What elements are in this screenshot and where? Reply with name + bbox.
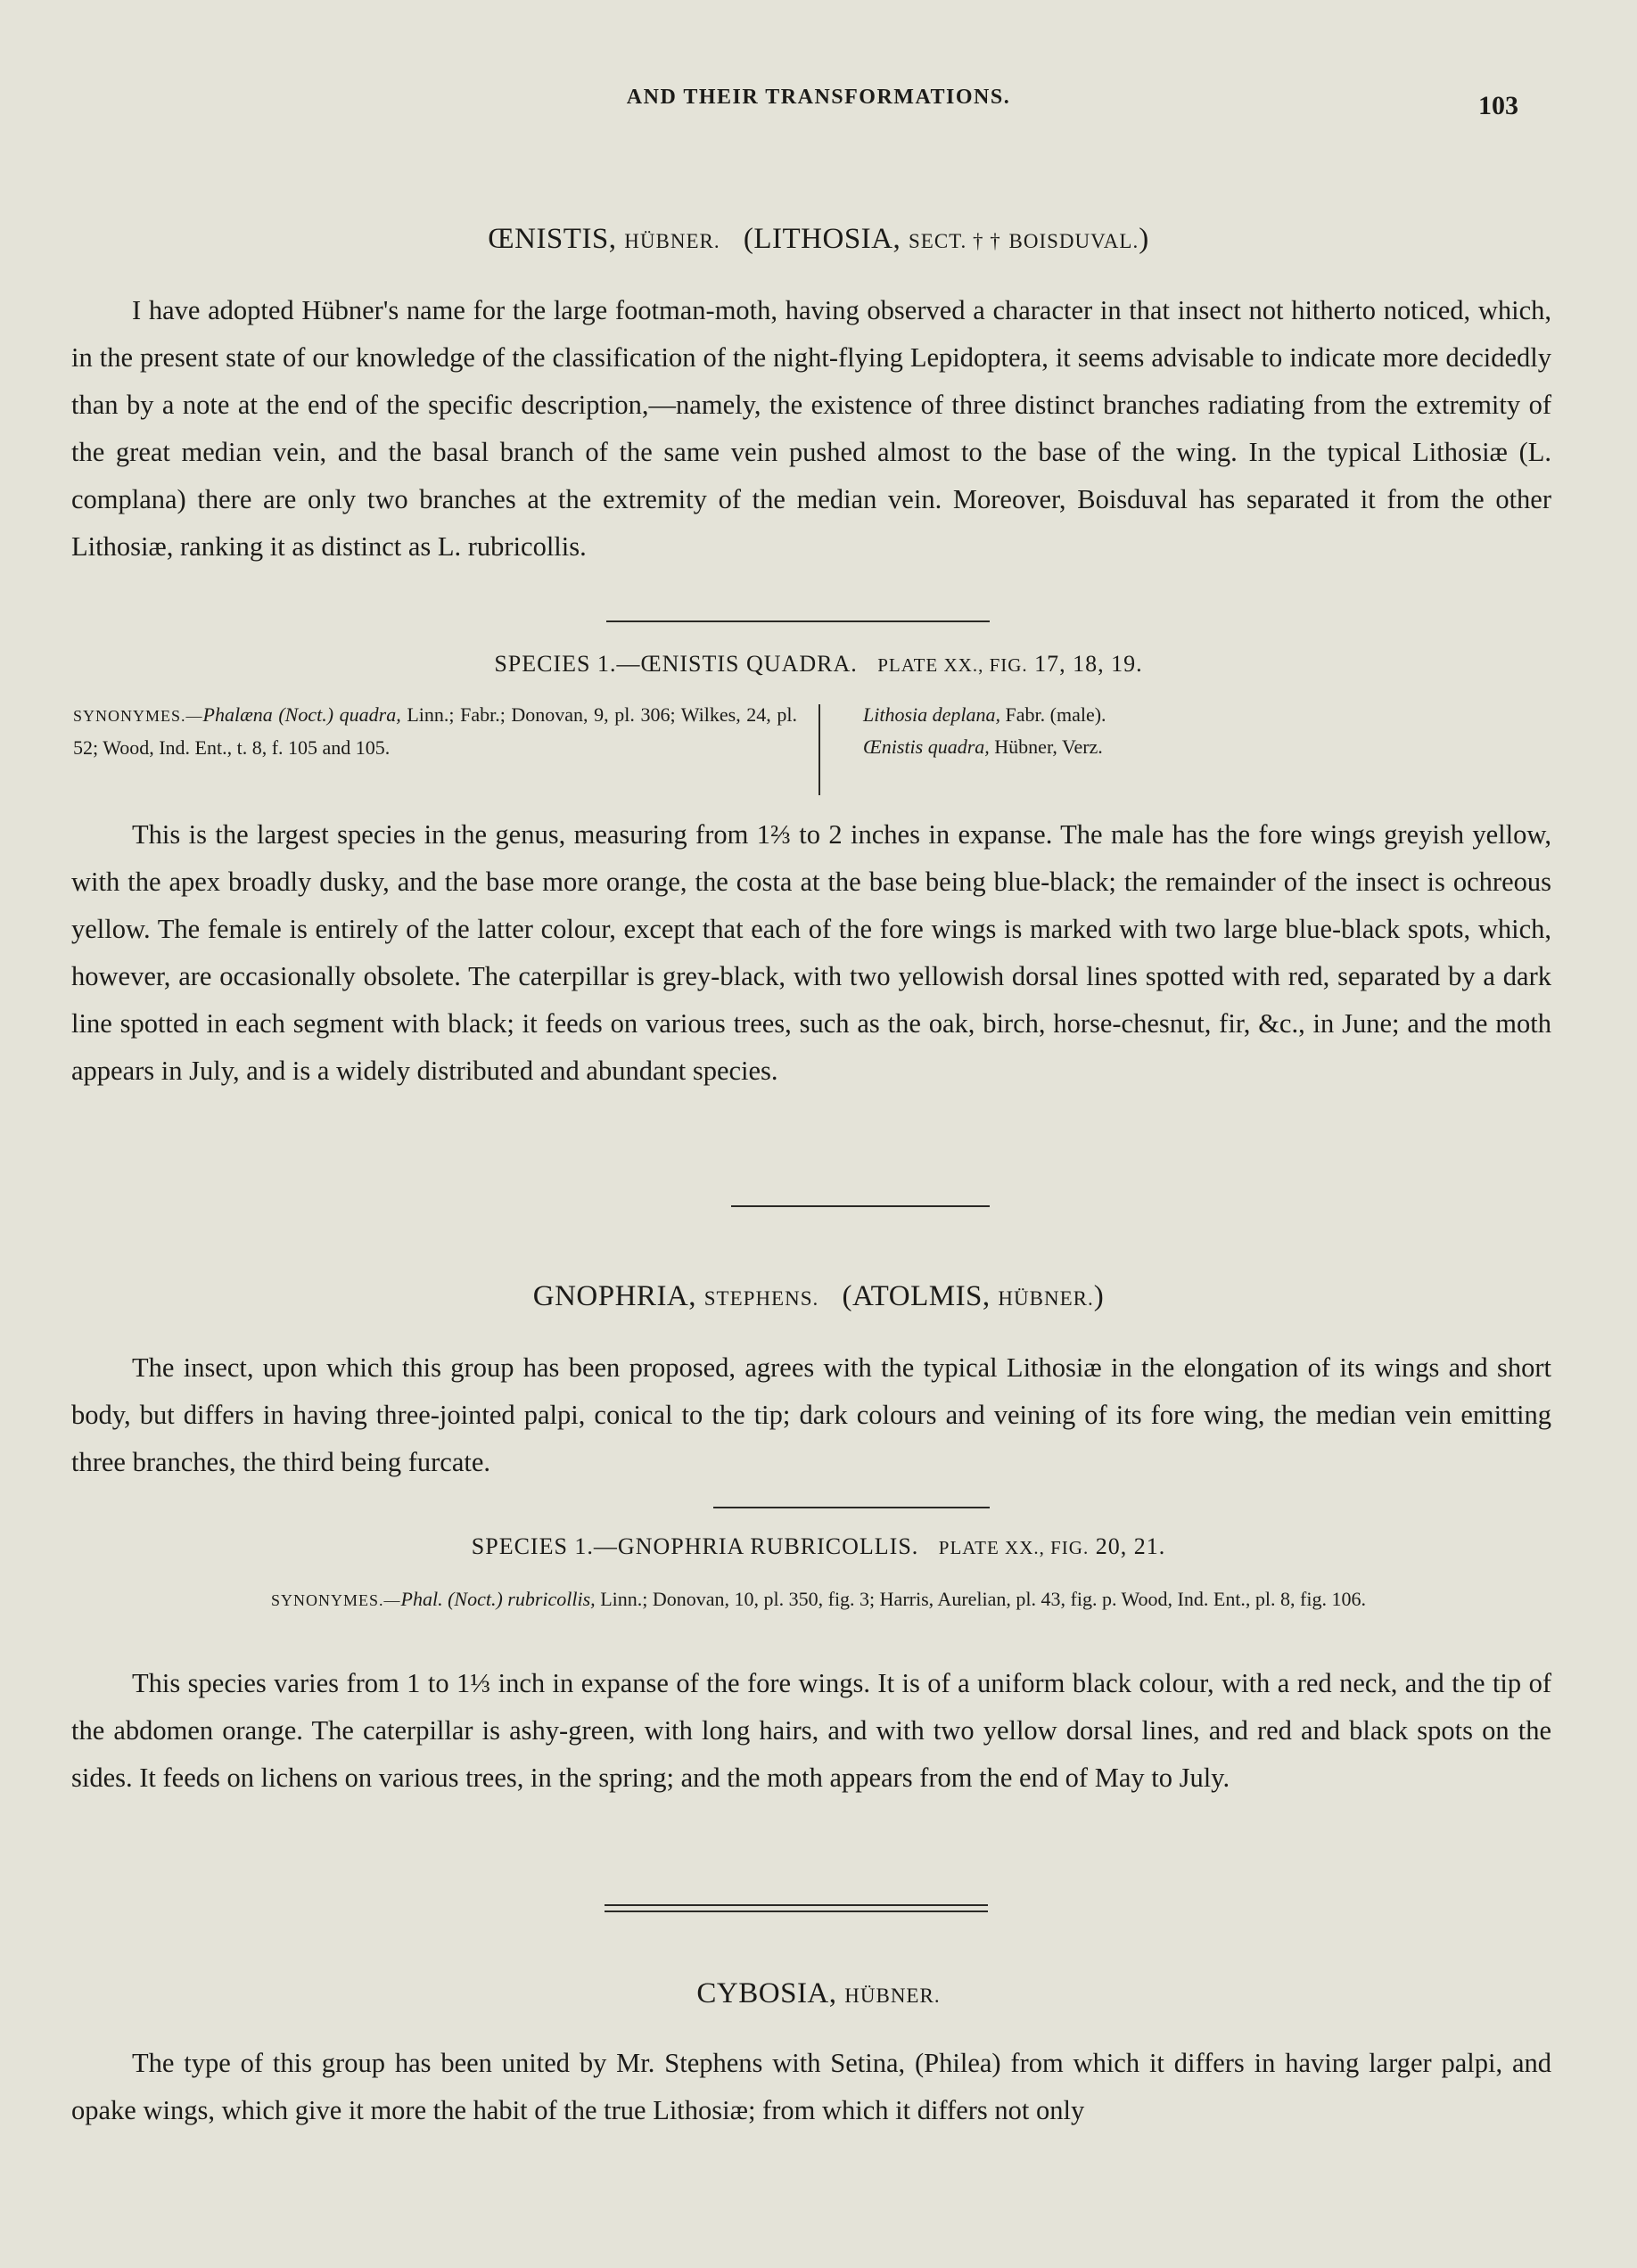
species-description-gnophria-rubricollis: This species varies from 1 to 1⅓ inch in expanse of the fore wings. It is of a uniform black colour, with a red neck, and the tip of the abdomen orange. The caterpillar is ashy-green, with long hairs, and with two yellow dorsal lines, and red and black spots on the sides. It feeds on lichens on various trees, in the spring; and the moth appears from the end of May to July. (71, 1668, 1551, 1793)
section-rule (713, 1507, 990, 1508)
genus-author: STEPHENS. (703, 1287, 819, 1310)
genus-author: HÜBNER. (624, 230, 720, 252)
synonymes-right (863, 699, 1443, 763)
genus-name: GNOPHRIA, (532, 1280, 697, 1312)
genus-description-oenistis: I have adopted Hübner's name for the large footman-moth, having observed a character in that insect not hitherto noticed, which, in the present state of our knowledge of the classification of the night-flying Lepidoptera, it seems advisable to indicate more decidedly than by a note at the end of the specific description,—namely, the existence of three distinct branches radiating from the extremity of the great median vein, and the basal branch of the same vein pushed almost to the base of the wing. In the typical Lithosiæ (L. complana) there are only two branches at the extremity of the median vein. Moreover, Boisduval has separated it from the other Lithosiæ, ranking it as distinct as L. rubricollis. (71, 295, 1551, 562)
synonymes-label: SYNONYMES.— (271, 1591, 401, 1609)
genus-heading-oenistis (0, 223, 1637, 256)
synonym-name: Phalæna (Noct.) quadra, (202, 703, 401, 726)
species-description-oenistis-quadra: This is the largest species in the genus, measuring from 1⅔ to 2 inches in expanse. The male has the fore wings greyish yellow, with the apex broadly dusky, and the base more orange, the costa at the base being blue-black; the remainder of the insect is ochreous yellow. The female is entirely of the latter colour, except that each of the fore wings is marked with two large blue-black spots, which, however, are occasionally obsolete. The caterpillar is grey-black, with two yellowish dorsal lines spotted with red, separated by a dark line spotted in each segment with black; it feeds on various trees, such as the oak, birch, horse-chesnut, fir, &c., in June; and the moth appears in July, and is a widely distributed and abundant species. (71, 819, 1551, 1086)
synonymes-label: SYNONYMES.— (73, 707, 203, 725)
double-rule-bottom (605, 1911, 988, 1912)
genus-author: HÜBNER. (844, 1984, 941, 2007)
synonym-references: Fabr. (male). (1005, 703, 1106, 726)
double-rule-top (605, 1904, 988, 1906)
synonym-references: Linn.; Fabr.; Donovan, 9, pl. 306; Wilkes, 24, pl. 52; Wood, Ind. Ent., t. 8, f. 105 and 105. (73, 703, 798, 759)
synonym-name: Œnistis quadra, (863, 735, 990, 758)
synonym-name: Phal. (Noct.) rubricollis, (400, 1588, 596, 1610)
genus-description-cybosia: The type of this group has been united by Mr. Stephens with Setina, (Philea) from which it differs in having larger palpi, and opake wings, which give it more the habit of the true Lithosiæ; from which it differs not only (71, 2048, 1551, 2125)
plate-reference: PLATE XX., FIG. (877, 654, 1028, 676)
paren-close: ) (1139, 223, 1149, 255)
plate-reference: PLATE XX., FIG. (938, 1537, 1090, 1558)
synonym-entry (863, 731, 1443, 763)
synonym-genus: (LITHOSIA, (743, 223, 901, 255)
synonym-name: Lithosia deplana, (863, 703, 1001, 726)
synonymes-gnophria (107, 1583, 1530, 1616)
section-mark: SECT. † † (909, 230, 1001, 252)
genus-name: CYBOSIA, (696, 1977, 837, 2009)
figure-numbers: 17, 18, 19. (1034, 651, 1143, 677)
synonym-references: Hübner, Verz. (994, 735, 1103, 758)
figure-numbers: 20, 21. (1095, 1533, 1166, 1559)
genus-name: ŒNISTIS, (488, 223, 617, 255)
synonymes-divider (818, 704, 820, 795)
running-head: AND THEIR TRANSFORMATIONS. (626, 86, 1011, 109)
genus-heading-gnophria (0, 1280, 1637, 1313)
genus-heading-cybosia (0, 1977, 1637, 2010)
synonym-author: HÜBNER. (998, 1287, 1094, 1310)
species-heading-gnophria-rubricollis (0, 1533, 1637, 1560)
synonymes-left (73, 699, 797, 764)
section-author: BOISDUVAL. (1008, 230, 1139, 252)
section-rule (606, 620, 990, 622)
synonym-genus: (ATOLMIS, (842, 1280, 991, 1312)
species-title: SPECIES 1.—GNOPHRIA RUBRICOLLIS. (471, 1533, 919, 1559)
synonym-entry (863, 699, 1443, 731)
species-heading-oenistis-quadra (0, 651, 1637, 678)
species-title: SPECIES 1.—ŒNISTIS QUADRA. (494, 651, 858, 677)
paren-close: ) (1093, 1280, 1105, 1312)
genus-description-gnophria: The insect, upon which this group has been proposed, agrees with the typical Lithosiæ in the elongation of its wings and short body, but differs in having three-jointed palpi, conical to the tip; dark colours and veining of its fore wing, the median vein emitting three branches, the third being furcate. (71, 1352, 1551, 1477)
section-rule (731, 1205, 990, 1207)
page-number: 103 (1478, 91, 1518, 120)
synonym-references: Linn.; Donovan, 10, pl. 350, fig. 3; Harris, Aurelian, pl. 43, fig. p. Wood, Ind. Ent., pl. 8, fig. 106. (600, 1588, 1366, 1610)
